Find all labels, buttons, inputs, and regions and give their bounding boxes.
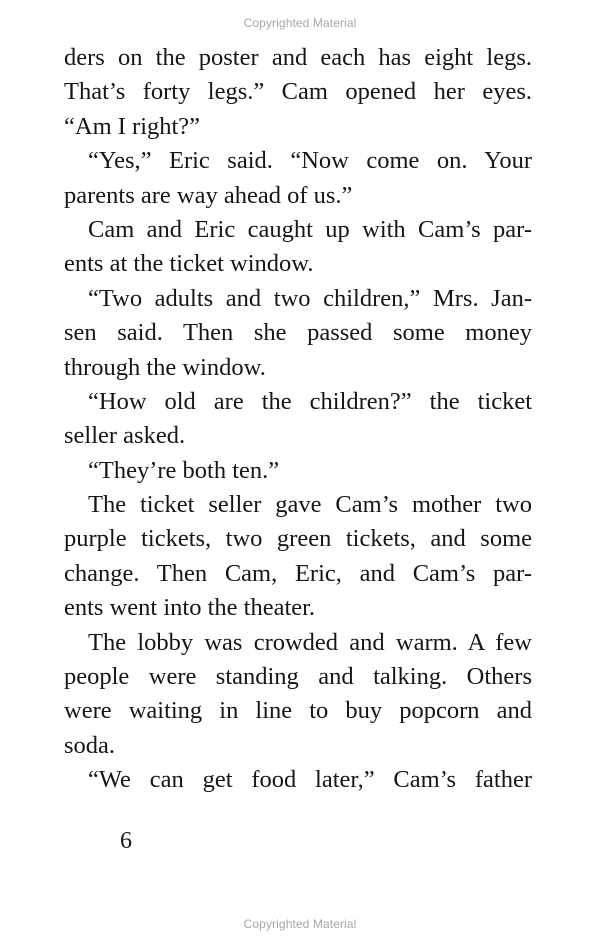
text-line: The lobby was crowded and warm. A few <box>88 628 532 656</box>
text-line: The ticket seller gave Cam’s mother two <box>88 491 532 519</box>
text-line: “Two adults and two children,” Mrs. Jan- <box>88 284 532 312</box>
text-line: purple tickets, two green tickets, and some <box>64 525 532 553</box>
text-line: ents went into the theater. <box>64 594 316 622</box>
text-line: ents at the ticket window. <box>64 250 314 278</box>
text-line: soda. <box>64 731 116 759</box>
text-line: people were standing and talking. Others <box>64 663 532 691</box>
text-line: “Yes,” Eric said. “Now come on. Your <box>88 147 532 175</box>
watermark-bottom: Copyrighted Material <box>243 917 357 931</box>
text-line: That’s forty legs.” Cam opened her eyes. <box>64 78 532 106</box>
text-line: ders on the poster and each has eight legs. <box>64 44 532 71</box>
text-line: “They’re both ten.” <box>88 456 280 484</box>
text-line: “How old are the children?” the ticket <box>88 387 532 415</box>
text-line: change. Then Cam, Eric, and Cam’s par- <box>64 559 532 587</box>
watermark-top: Copyrighted Material <box>243 16 357 30</box>
text-line: through the window. <box>64 353 266 381</box>
text-line: Cam and Eric caught up with Cam’s par- <box>88 215 532 243</box>
text-line: were waiting in line to buy popcorn and <box>64 697 532 725</box>
text-line: seller asked. <box>64 422 186 450</box>
text-line: parents are way ahead of us.” <box>64 181 353 209</box>
page-body-text <box>64 41 532 798</box>
text-line: sen said. Then she passed some money <box>64 319 532 347</box>
text-line: “Am I right?” <box>64 112 201 140</box>
page-number: 6 <box>120 828 132 854</box>
text-line: “We can get food later,” Cam’s father <box>88 766 532 794</box>
